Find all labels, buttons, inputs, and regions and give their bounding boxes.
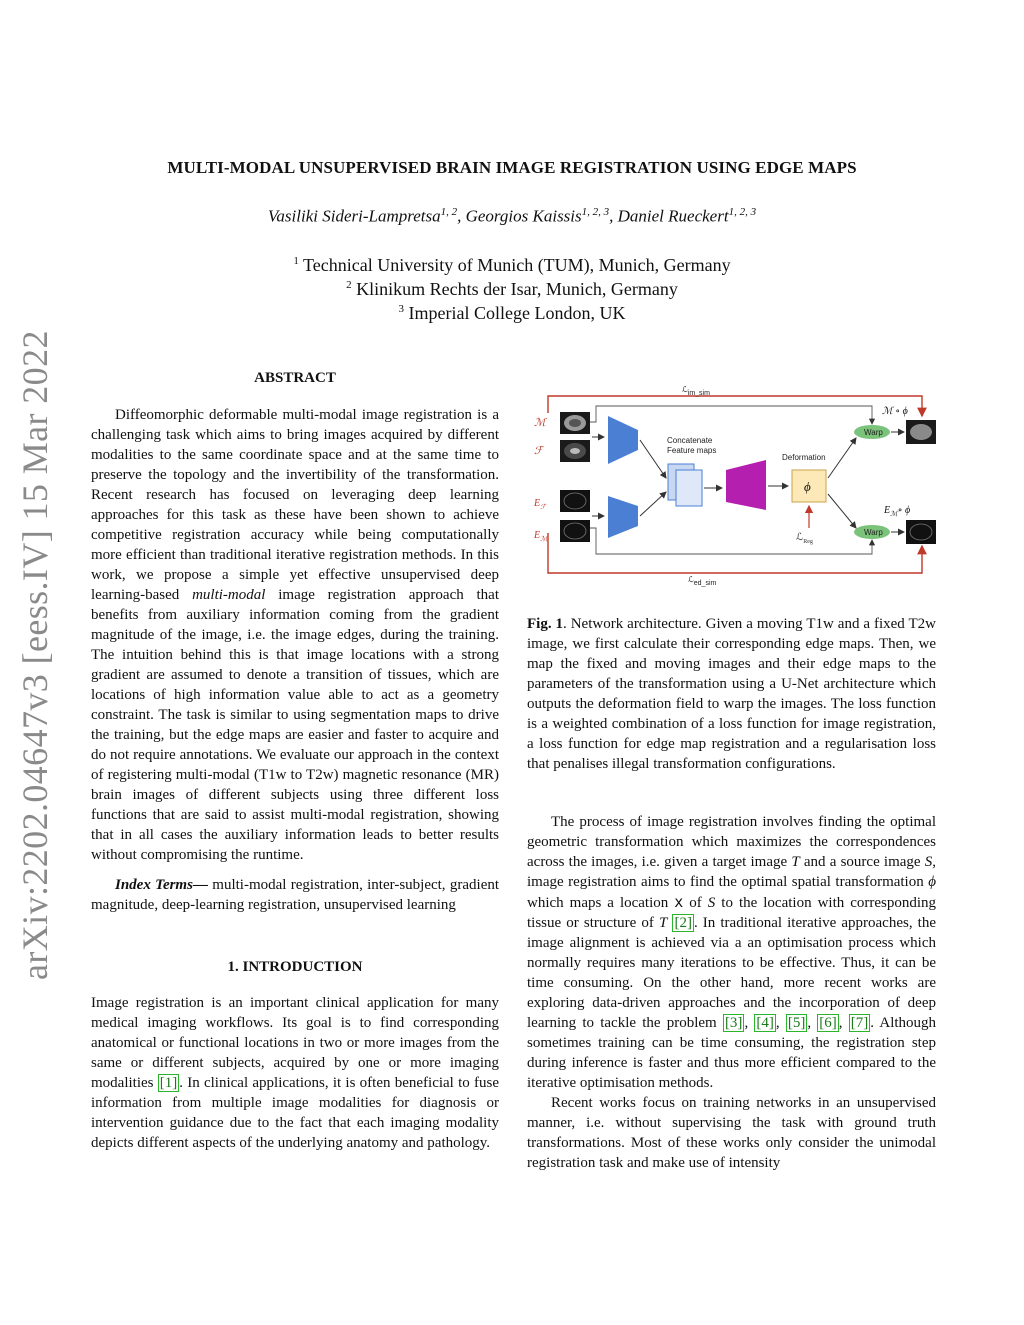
network-architecture-figure [530,378,940,588]
author-3-affiliation: 1, 2, 3 [728,206,757,218]
citation-link[interactable]: [6] [819,1015,837,1031]
author-3: Daniel Rueckert [617,206,729,226]
warped-edge-label: $E_ℳ\circ$ ϕ [884,505,911,518]
warped-image-label: ℳ ∘ ϕ [882,406,908,417]
author-list: Vasiliki Sideri-Lampretsa$^{1, 2}$, Georgios Kaissis$^{1, 2, 3}$, Daniel Rueckert$^{1, 2, 3}$ [267,206,757,226]
figure-caption: Fig. 1. Network architecture. Given a moving T1w and a fixed T2w image, we first calculate their corresponding edge maps. Then, we map the fixed and moving images and their edge maps to the parameters of the transformation using a U-Net architecture which outputs the deformation field to warp the images. The loss function is a weighted combination of a loss function for image registration, a loss function for edge map registration and a regularisation loss that penalises illegal transformation configurations. [527,616,936,772]
section-heading-introduction: 1. INTRODUCTION [227,959,363,975]
left-column [91,368,499,1153]
concat-label-2: Feature maps [667,446,717,455]
citation-link[interactable]: [2] [674,915,692,931]
abstract-text: Diffeomorphic deformable multi-modal image registration is a challenging task which aims to bring images acquired by different modalities to the same coordinate space and at the same time to preserve the topology and the invertibility of the transformation. Recent research has focused on leveraging deep learning approaches for this task as these have been shown to achieve competitive registration accuracy while being computationally more efficient than traditional iterative registration methods. In this work, we propose a simple yet effective unsupervised deep learning-based multi-modal image registration approach that benefits from auxiliary information coming from the gradient magnitude of the image, i.e. the image edges, during the training. The intuition behind this is that image locations with a strong gradient are assumed to denote a transition of tissues, which are locations of high information value able to act as a geometry constraint. The task is similar to using segmentation maps to drive the training, but the edge maps are easier and faster to acquire and do not require annotations. We evaluate our approach in the context of registering multi-modal (T1w to T2w) magnetic resonance (MR) brain images of different subjects using three different loss functions that are said to assist multi-modal registration, showing that in all cases the auxiliary information leads to better results without compromising the runtime. [91,407,500,863]
warped-edge-thumbnail [906,520,936,544]
citation-link[interactable]: [4] [756,1015,774,1031]
affiliation-2: $^2$ Klinikum Rechts der Isar, Munich, Germany [346,279,678,299]
author-2-affiliation: 1, 2, 3 [581,206,610,218]
right-paragraph-2: Recent works focus on training networks in an unsupervised manner, i.e. without supervising the task with ground truth transformations. Most of these works only consider the unimodal registration task and make use of intensity [527,1095,936,1171]
loss-im-sim-label: ℒim_sim [682,385,710,397]
citation-link[interactable]: [5] [787,1015,806,1031]
abstract-heading: ABSTRACT [254,370,336,386]
warp-label-2: Warp [864,528,883,537]
edge-encoder [608,496,638,538]
concat-label-1: Concatenate [667,436,713,445]
right-paragraph-1: The process of image registration involves finding the optimal geometric transformation which maximizes the correspondences across the images, i.e. given a target image T and a source image S, image registration aims to find the optimal spatial transformation ϕ which maps a location x of S to the location with corresponding tissue or structure of T [2] . In traditional iterative approaches, the image alignment is achieved via a an optimisation process which normally requires many iterations to be effective. Thus, it can be time consuming. On the other hand, more recent works are exploring data-driven approaches and the incorporation of deep learning to tackle the problem [3] , [4] , [5] , [6] , [7] . Although sometimes training can be time consuming, the registration step during inference is faster and thus more efficient compared to the iterative optimisation methods. [527,814,937,1091]
deformation-label: Deformation [782,453,826,462]
edge-fixed-label: $E_ℱ$ [534,498,546,511]
citation-link[interactable]: [3] [724,1015,743,1031]
arxiv-stamp: arXiv:2202.04647v3 [eess.IV] 15 Mar 2022 [15,330,55,980]
moving-label: ℳ [534,417,546,429]
right-column [527,614,936,1173]
u-net-decoder [726,460,766,510]
paper-title: MULTI-MODAL UNSUPERVISED BRAIN IMAGE REGISTRATION USING EDGE MAPS [167,158,857,177]
author-1: Vasiliki Sideri-Lampretsa [267,206,441,226]
warp-label-1: Warp [864,428,883,437]
citation-link[interactable]: [1] [159,1075,178,1091]
affiliation-1: $^1$ Technical University of Munich (TUM), Munich, Germany [293,255,731,275]
intro-paragraph: Image registration is an important clinical application for many medical imaging workflows. Its goal is to find corresponding anatomical or functional locations in two or more images from the same or different subjects, acquired by one or more imaging modalities [1] . In clinical applications, it is often beneficial to fuse information from multiple image modalities for diagnosis or intervention guidance due to the fact that each imaging modality depicts different aspects of the underlying anatomy and pathology. [91,995,499,1151]
citation-link[interactable]: [7] [850,1015,869,1031]
loss-ed-sim-label: ℒed_sim [688,575,717,587]
phi-symbol: ϕ [804,479,811,494]
index-terms: Index Terms— multi-modal registration, inter-subject, gradient magnitude, deep-learning registration, unsupervised learning [91,877,500,913]
loss-reg-label: ℒ$_{Reg}$ [796,532,813,545]
affiliation-3: $^3$ Imperial College London, UK [398,303,626,323]
author-2: Georgios Kaissis [465,206,582,226]
image-encoder [608,416,638,464]
ed-sim-loss-path [548,533,922,573]
author-1-affiliation: 1, 2 [440,206,458,218]
edge-moving-label: $E_ℳ$ [534,530,548,543]
fixed-label: ℱ [534,445,543,457]
